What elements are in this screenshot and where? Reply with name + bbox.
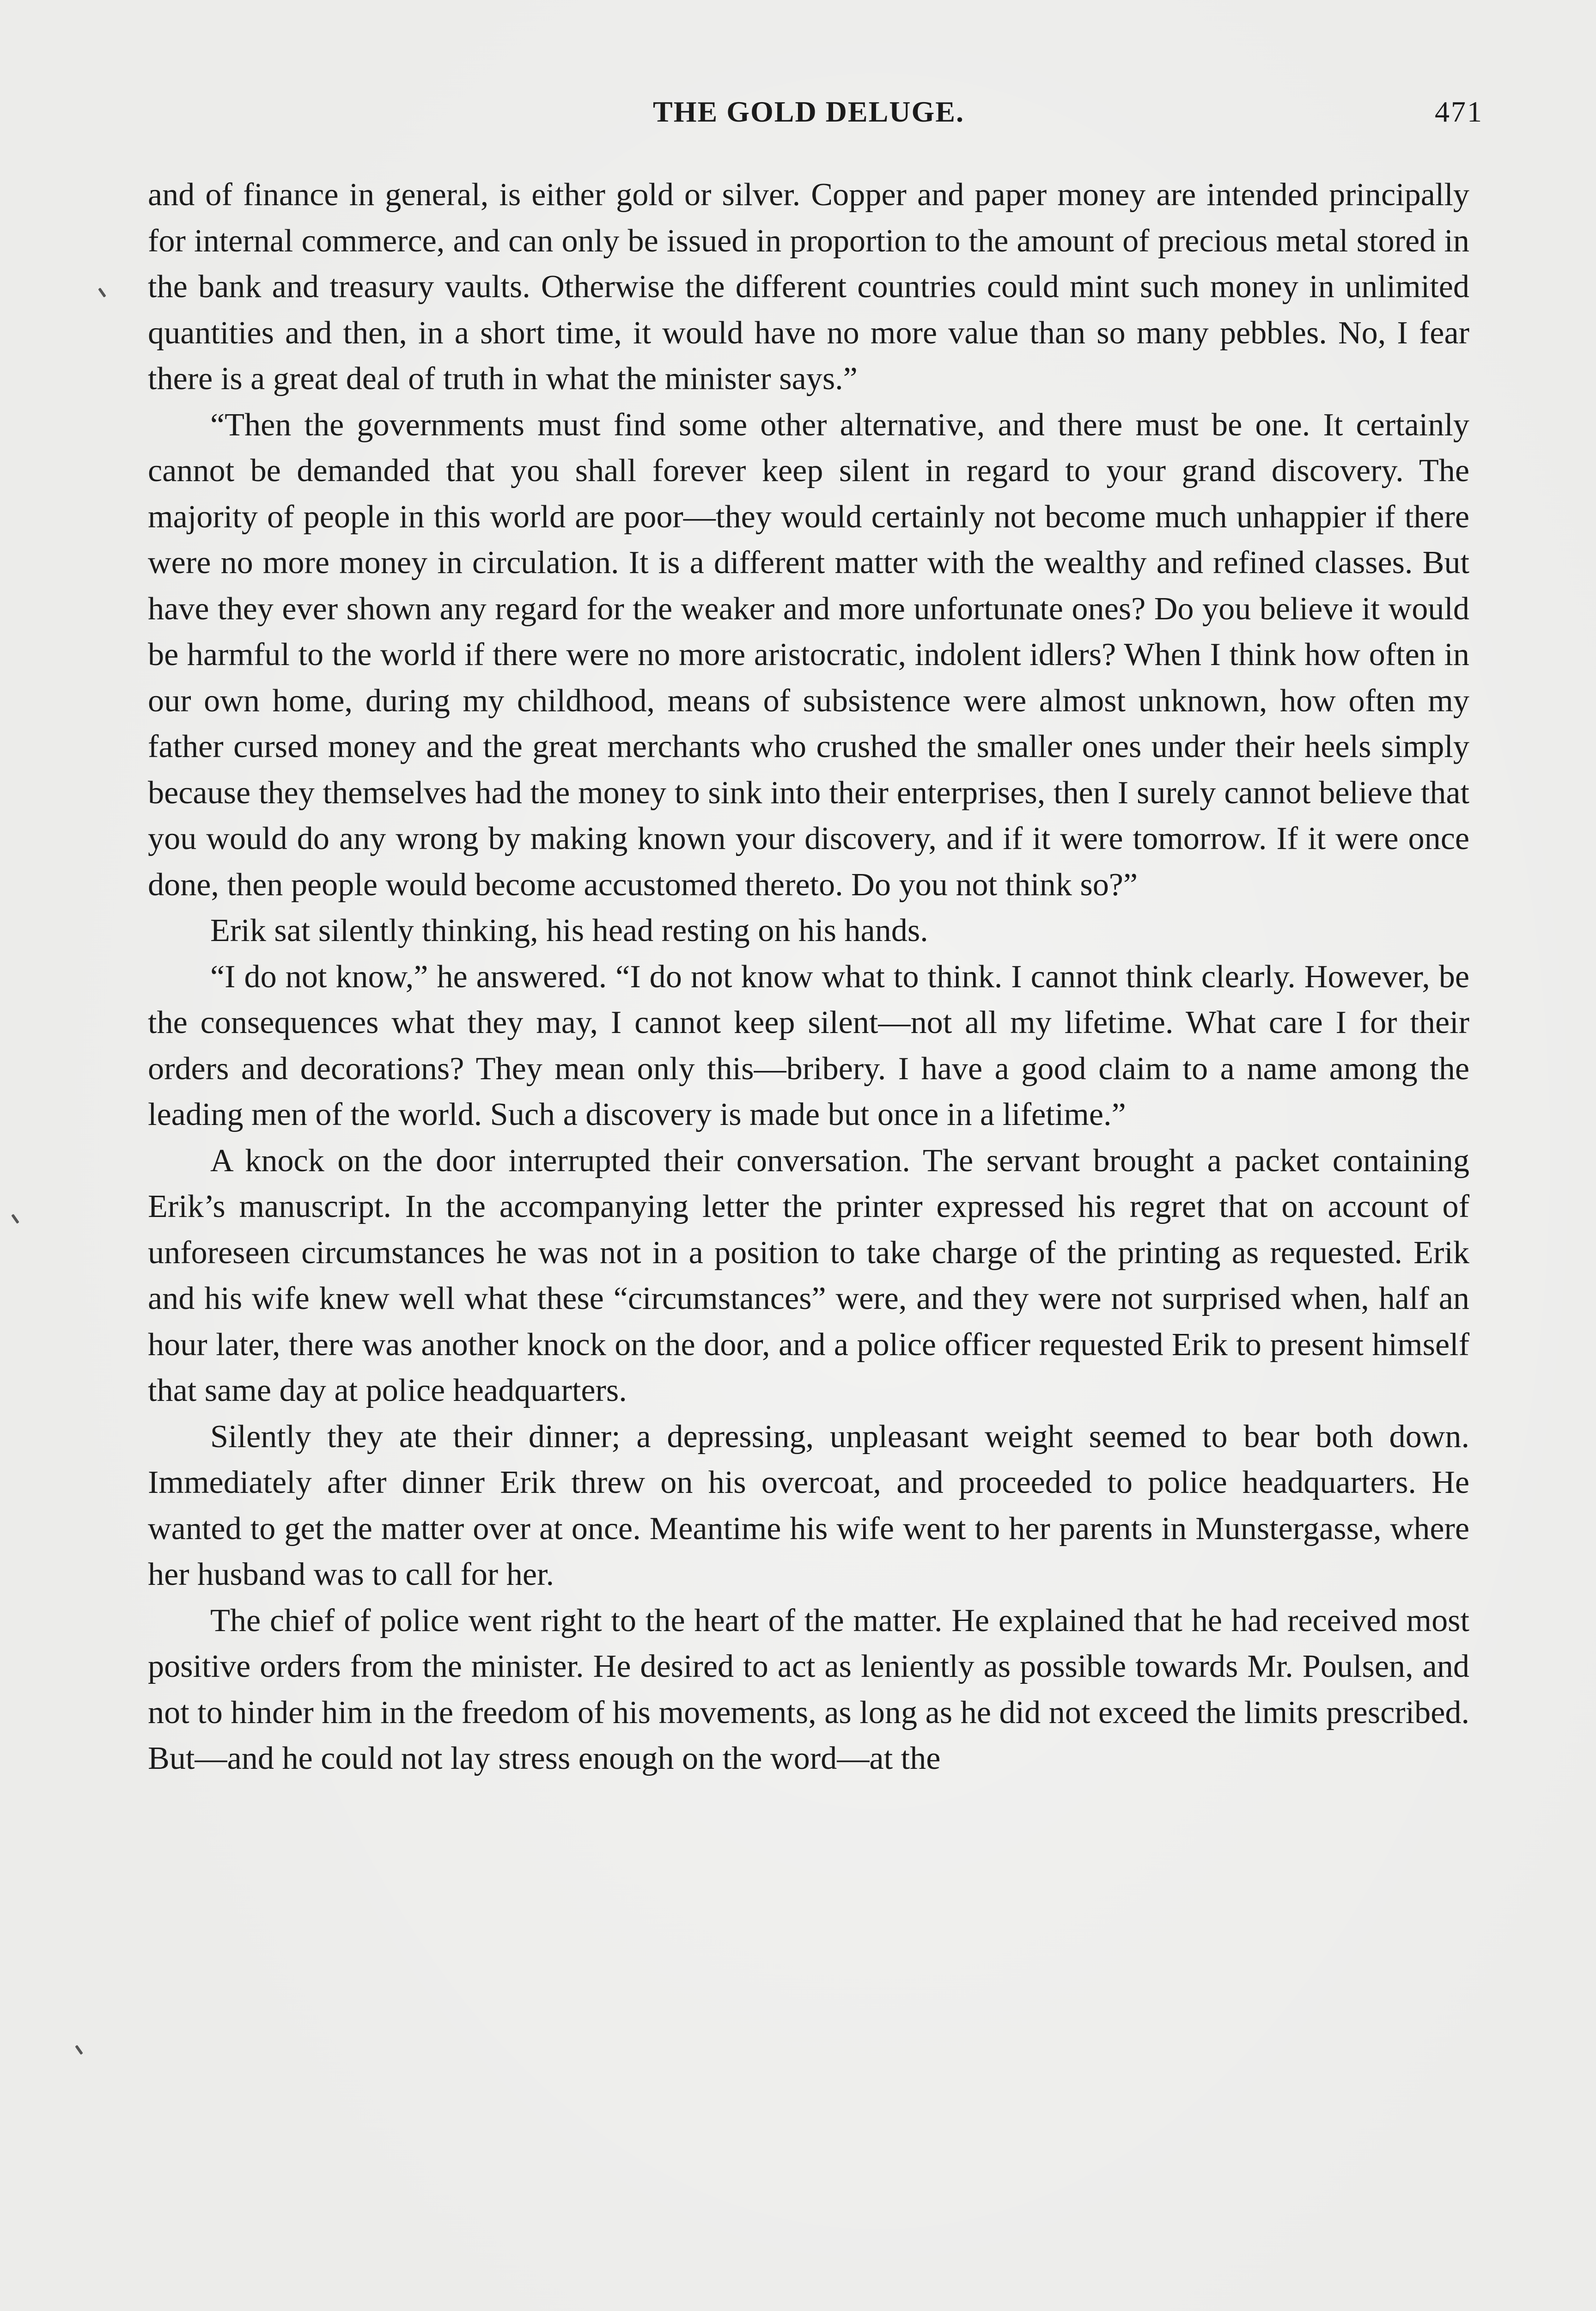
body-text bbox=[148, 172, 1469, 1782]
page-number: 471 bbox=[1435, 95, 1483, 128]
paragraph: “I do not know,” he answered. “I do not know what to think. I cannot think clearly. However, be the consequences what they may, I cannot keep silent—not all my lifetime. What care I for their orders and decorations? They mean only this—bribery. I have a good claim to a name among the leading men of the world. Such a discovery is made but once in a lifetime.” bbox=[148, 958, 1469, 1132]
running-head bbox=[148, 95, 1483, 136]
print-speck bbox=[98, 287, 106, 297]
paragraph: A knock on the door interrupted their conversation. The servant brought a packet containing Erik’s manuscript. In the accompanying letter the printer expressed his regret that on account of unforeseen circumstances he was not in a position to take charge of the printing as requested. Erik and his wife knew well what these “circumstances” were, and they were not surprised when, half an hour later, there was another knock on the door, and a police officer requested Erik to present himself that same day at police headquarters. bbox=[148, 1142, 1469, 1408]
paragraph: and of finance in general, is either gold or silver. Copper and paper money are intended principally for internal commerce, and can only be issued in proportion to the amount of precious metal stored in the bank and treasury vaults. Otherwise the different countries could mint such money in unlimited quantities and then, in a short time, it would have no more value than so many pebbles. No, I fear there is a great deal of truth in what the minister says.” bbox=[148, 177, 1469, 397]
print-speck bbox=[11, 1214, 19, 1223]
paragraph: “Then the governments must find some other alternative, and there must be one. It certainly cannot be demanded that you shall forever keep silent in regard to your grand discovery. The majority of people in this world are poor—they would certainly not become much unhappier if there were no more money in circulation. It is a different matter with the wealthy and refined classes. But have they ever shown any regard for the weaker and more unfortunate ones? Do you believe it would be harmful to the world if there were no more aristocratic, indolent idlers? When I think how often in our own home, during my childhood, means of subsistence were almost unknown, how often my father cursed money and the great merchants who crushed the smaller ones under their heels simply because they themselves had the money to sink into their enterprises, then I surely cannot believe that you would do any wrong by making known your discovery, and if it were tomorrow. If it were once done, then people would become accustomed thereto. Do you not think so?” bbox=[148, 406, 1469, 903]
paragraph: The chief of police went right to the heart of the matter. He explained that he had received most positive orders from the minister. He desired to act as leniently as possible towards Mr. Poulsen, and not to hinder him in the freedom of his movements, as long as he did not exceed the limits prescribed. But—and he could not lay stress enough on the word—at the bbox=[148, 1602, 1469, 1776]
paragraph: Silently they ate their dinner; a depressing, unpleasant weight seemed to bear both down. Immediately after dinner Erik threw on his overcoat, and proceeded to police headquarters. He wanted to get the matter over at once. Meantime his wife went to her parents in Munstergasse, where her husband was to call for her. bbox=[148, 1418, 1469, 1592]
print-speck bbox=[75, 2045, 83, 2054]
paragraph: Erik sat silently thinking, his head resting on his hands. bbox=[210, 912, 928, 948]
running-title: THE GOLD DELUGE. bbox=[653, 95, 964, 128]
